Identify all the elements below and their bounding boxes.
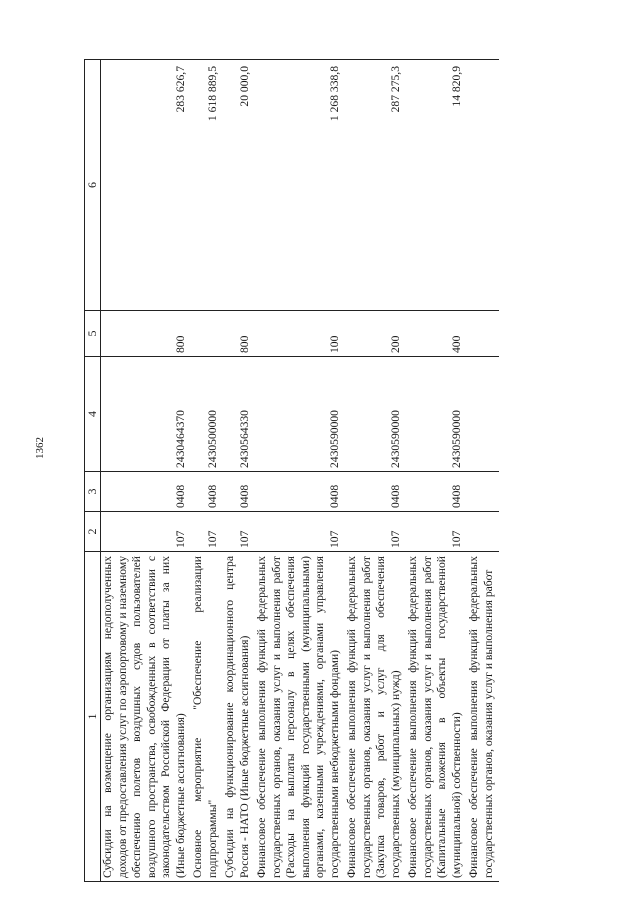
row-target-code: 2430564330: [223, 357, 255, 472]
row-expense-type: 100: [255, 311, 345, 357]
row-section-code: 0408: [101, 472, 192, 512]
row-description: Финансовое обеспечение выполнения функций федеральных государственных органов, оказания услуг и выполнения работ (Закупка товаров, работ и услуг для обеспечения государственных (муниципальных) нужд): [345, 552, 406, 882]
row-amount: 20 000,0: [223, 60, 255, 311]
row-amount: 1 268 338,8: [255, 60, 345, 311]
budget-table: [84, 59, 499, 882]
row-amount: 287 275,3: [345, 60, 406, 311]
header-col-5: 5: [85, 311, 101, 357]
table-row: [255, 60, 345, 882]
row-section-code: 0408: [406, 472, 467, 512]
header-col-2: 2: [85, 512, 101, 552]
table-row: [345, 60, 406, 882]
row-expense-type: [191, 311, 223, 357]
row-target-code: 2430464370: [101, 357, 192, 472]
row-section-code: 0408: [191, 472, 223, 512]
header-col-6: 6: [85, 60, 101, 311]
row-amount: [467, 60, 499, 311]
header-col-1: 1: [85, 552, 101, 882]
page-number: 1362: [34, 437, 46, 459]
row-target-code: 2430590000: [345, 357, 406, 472]
row-expense-type: 400: [406, 311, 467, 357]
row-section-code: 0408: [345, 472, 406, 512]
rotated-page-content: [84, 60, 580, 882]
row-section-code: 0408: [255, 472, 345, 512]
row-amount: 14 820,9: [406, 60, 467, 311]
row-ministry-code: 107: [223, 512, 255, 552]
row-target-code: 2430500000: [191, 357, 223, 472]
row-ministry-code: 107: [101, 512, 192, 552]
row-ministry-code: 107: [345, 512, 406, 552]
row-expense-type: 800: [101, 311, 192, 357]
row-section-code: 0408: [223, 472, 255, 512]
row-expense-type: 200: [345, 311, 406, 357]
row-ministry-code: 107: [406, 512, 467, 552]
row-ministry-code: [467, 512, 499, 552]
row-amount: 283 626,7: [101, 60, 192, 311]
header-col-4: 4: [85, 357, 101, 472]
table-row: [467, 60, 499, 882]
table-row: [406, 60, 467, 882]
table-row: [223, 60, 255, 882]
row-description: Субсидии на функционирование координационного центра Россия - НАТО (Иные бюджетные ассигнования): [223, 552, 255, 882]
row-expense-type: 800: [223, 311, 255, 357]
row-description: Основное мероприятие "Обеспечение реализации подпрограммы": [191, 552, 223, 882]
table-row: [101, 60, 192, 882]
table-row: [191, 60, 223, 882]
row-section-code: [467, 472, 499, 512]
row-target-code: 2430590000: [255, 357, 345, 472]
row-target-code: 2430590000: [406, 357, 467, 472]
row-expense-type: [467, 311, 499, 357]
row-description: Финансовое обеспечение выполнения функций федеральных государственных органов, оказания услуг и выполнения работ (Капитальные вложения в объекты государственной (муниципальной) собственности): [406, 552, 467, 882]
row-description: Финансовое обеспечение выполнения функций федеральных государственных органов, оказания услуг и выполнения работ (Расходы на выплаты персоналу в целях обеспечения выполнения функций государственными (муниципальными) органами, казенными учреждениями, органами управления государственными внебюджетными фондами): [255, 552, 345, 882]
row-description: Субсидии на возмещение организациям недополученных доходов от предоставления услуг по аэропортовому и наземному обеспечению полетов воздушных судов пользователей воздушного пространства, освобожденных в соответствии с законодательством Российской Федерации от платы за них (Иные бюджетные ассигнования): [101, 552, 192, 882]
header-col-3: 3: [85, 472, 101, 512]
row-description: Финансовое обеспечение выполнения функций федеральных государственных органов, оказания услуг и выполнения работ: [467, 552, 499, 882]
row-amount: 1 618 889,5: [191, 60, 223, 311]
header-row: [85, 60, 101, 882]
row-ministry-code: 107: [191, 512, 223, 552]
row-ministry-code: 107: [255, 512, 345, 552]
row-target-code: [467, 357, 499, 472]
